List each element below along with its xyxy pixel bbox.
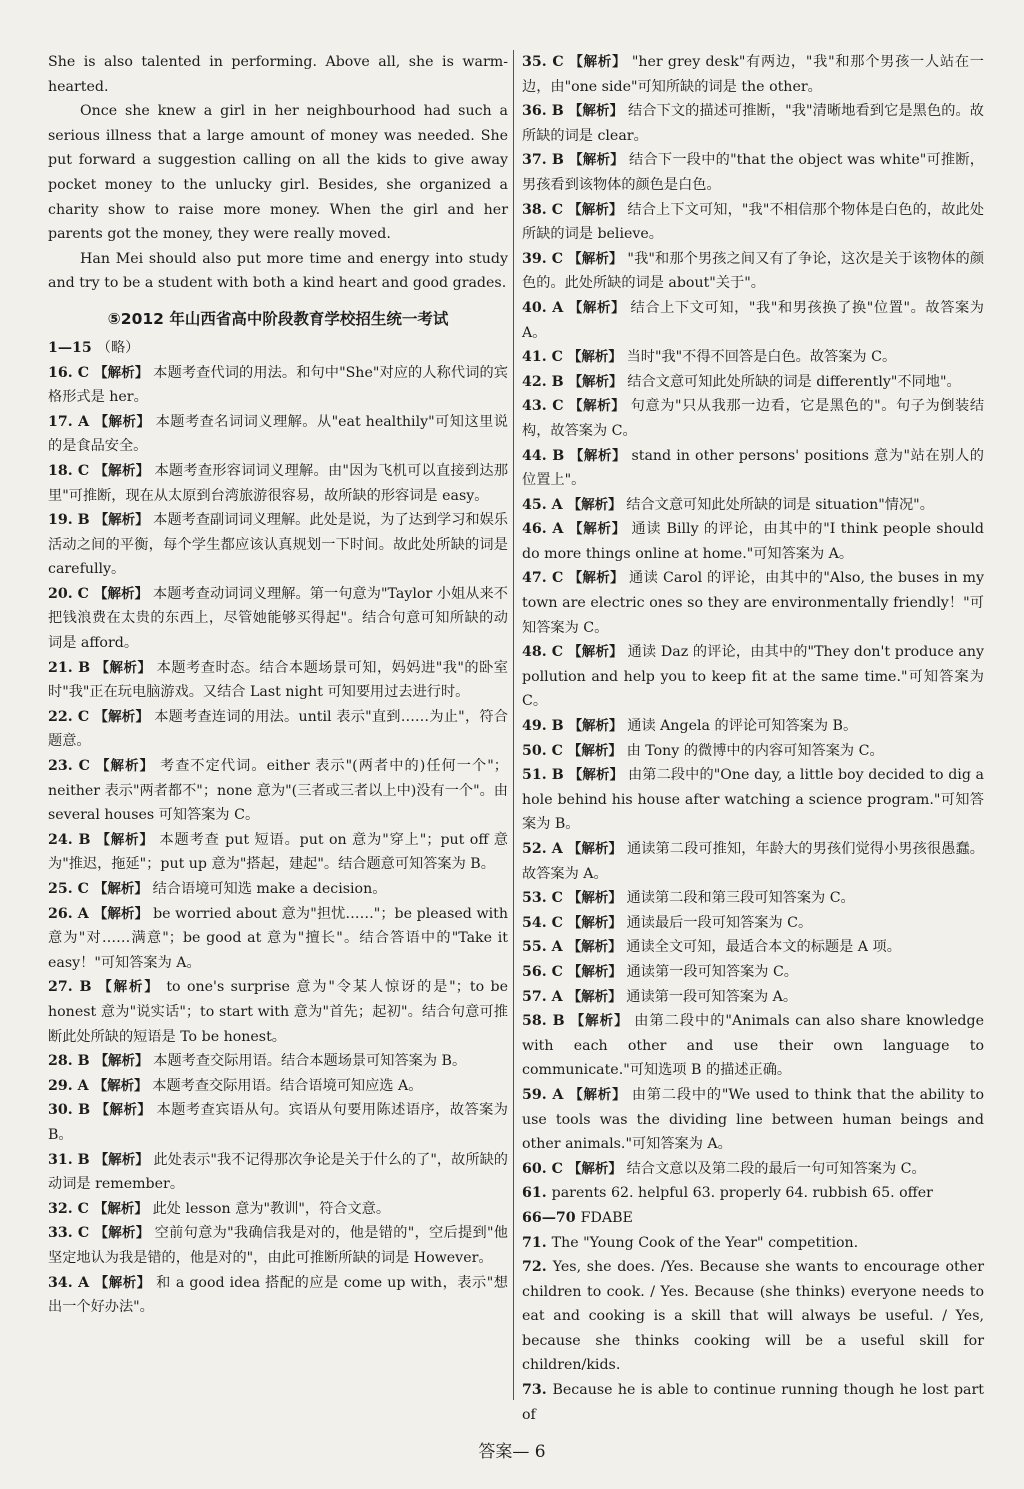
answer-entry <box>48 361 508 410</box>
answer-number: 55. A <box>522 939 568 956</box>
answer-entry <box>522 640 984 714</box>
answer-entry <box>522 1378 984 1427</box>
essay-paragraph: She is also talented in performing. Above all, she is warm-hearted. <box>48 54 508 95</box>
essay-intro <box>48 50 508 296</box>
answer-number: 22. C <box>48 708 95 725</box>
answer-text: 通读第一段可知答案为 C。 <box>626 963 798 980</box>
answer-number: 39. C <box>522 250 569 267</box>
answer-entry <box>522 935 984 960</box>
answer-entry <box>522 148 984 197</box>
analysis-tag: 【解析】 <box>569 54 632 70</box>
analysis-tag: 【解析】 <box>568 570 630 587</box>
answer-entry <box>522 296 984 345</box>
answer-number: 28. B <box>48 1053 95 1070</box>
analysis-tag: 【解析】 <box>568 103 628 120</box>
analysis-tag: 【解析】 <box>96 831 160 848</box>
analysis-tag: 【解析】 <box>567 742 627 759</box>
answer-entry <box>522 345 984 370</box>
answer-entry <box>522 1206 984 1231</box>
answer-entry <box>522 985 984 1010</box>
answer-text: 通读 Billy 的评论，由其中的"I think people should do more things online at home."可知答案为 A。 <box>522 521 984 562</box>
analysis-tag: 【解析】 <box>569 398 631 415</box>
page-footer: 答案— 6 <box>478 1442 546 1462</box>
answer-entry <box>522 370 984 395</box>
answer-number: 60. C <box>522 1160 568 1177</box>
analysis-tag: 【解析】 <box>569 521 632 538</box>
answer-number: 33. C <box>48 1225 95 1242</box>
analysis-tag: 【解析】 <box>568 644 628 661</box>
answer-text: 结合上下文可知，"我"不相信那个物体是白色的，故此处所缺的词是 believe。 <box>522 201 985 243</box>
analysis-tag: 【解析】 <box>568 299 631 316</box>
answer-entry <box>522 50 984 99</box>
analysis-tag: 【解析】 <box>567 988 627 1005</box>
answer-text: 通读第二段和第三段可知答案为 C。 <box>626 890 855 907</box>
analysis-tag: 【解析】 <box>567 963 627 980</box>
answer-entry <box>522 714 984 739</box>
answer-entry <box>522 1231 984 1256</box>
answer-number: 32. C <box>48 1200 94 1217</box>
analysis-tag: 【解析】 <box>94 413 156 430</box>
answer-entry <box>48 1074 508 1099</box>
analysis-tag: 【解析】 <box>95 758 160 775</box>
answer-number: 47. C <box>522 570 569 587</box>
answer-text: "her grey desk"有两边，"我"和那个男孩一人站在一边，由"one side"可知所缺的词是 the other。 <box>522 54 984 95</box>
analysis-tag: 【解析】 <box>567 349 627 366</box>
answer-number: 57. A <box>522 988 568 1005</box>
answer-text: 本题考查代词的用法。和句中"She"对应的人称代词的宾格形式是 her。 <box>48 364 508 406</box>
answer-entry <box>48 705 508 754</box>
analysis-tag: 【解析】 <box>569 152 630 169</box>
answer-entry <box>522 1181 984 1206</box>
answer-number: 50. C <box>522 742 568 759</box>
answer-entry <box>48 1098 508 1147</box>
essay-paragraph: Han Mei should also put more time and energy into study and try to be a student with both a kind heart and good grades. <box>48 250 508 292</box>
analysis-tag: 【解析】 <box>567 890 627 907</box>
answer-number: 45. A <box>522 496 568 513</box>
analysis-tag: 【解析】 <box>93 881 153 897</box>
answer-number: 30. B <box>48 1102 96 1119</box>
answer-text: （略） <box>96 339 140 356</box>
answer-number: 42. B <box>522 373 569 390</box>
answer-entry <box>522 247 984 296</box>
analysis-tag: 【解析】 <box>569 1086 632 1103</box>
essay-paragraph: Once she knew a girl in her neighbourhood had such a serious illness that a large amount of money was needed. She put forward a suggestion calling on all the kids to give away pocket money to the unlucky girl. Besides, she organized a charity show to raise more money. When the girl and her parents got the money, they were really moved. <box>48 103 508 243</box>
analysis-tag: 【解析】 <box>568 718 628 735</box>
answer-text: 本题考查交际用语。结合语境可知应选 A。 <box>152 1077 423 1094</box>
answer-text: 本题考查形容词词义理解。由"因为飞机可以直接到达那里"可推断，现在从太原到台湾旅游很容易，故所缺的形容词是 easy。 <box>48 462 509 504</box>
answer-text: 和 a good idea 搭配的应是 come up with，表示"想出一个好办法"。 <box>48 1274 508 1316</box>
column-divider <box>513 50 514 1400</box>
answer-text: 由第二段中的"Animals can also share knowledge with each other and use their own language to communicate."可知选项 B 的描述正确。 <box>522 1013 984 1079</box>
answer-text: FDABE <box>580 1209 633 1226</box>
answer-text: 本题考查连词的用法。until 表示"直到……为止"，符合题意。 <box>48 708 508 750</box>
answer-number: 17. A <box>48 413 95 430</box>
answer-number: 29. A <box>48 1077 94 1094</box>
answer-number: 40. A <box>522 299 569 316</box>
answer-text: stand in other persons' positions 意为"站在别人的位置上"。 <box>522 447 984 489</box>
answer-text: 通读全文可知，最适合本文的标题是 A 项。 <box>626 939 901 956</box>
answer-entry <box>48 410 508 459</box>
answer-text: 通读第一段可知答案为 A。 <box>626 988 798 1005</box>
answer-entry <box>522 911 984 936</box>
analysis-tag: 【解析】 <box>94 364 154 381</box>
answer-text: 结合上下文可知，"我"和男孩换了换"位置"。故答案为 A。 <box>522 299 984 341</box>
answer-text: 通读第二段可推知，年龄大的男孩们觉得小男孩很愚蠢。故答案为 A。 <box>522 841 984 882</box>
answer-text: 结合文意可知此处所缺的词是 differently"不同地"。 <box>627 373 961 390</box>
answer-entry <box>522 99 984 148</box>
answer-entry <box>522 1255 984 1378</box>
answer-entry <box>522 566 984 640</box>
answer-entry <box>522 739 984 764</box>
analysis-tag: 【解析】 <box>93 1077 153 1094</box>
answer-number: 21. B <box>48 659 96 676</box>
answer-number: 43. C <box>522 398 570 415</box>
analysis-tag: 【解析】 <box>93 905 154 922</box>
answer-number: 1—15 <box>48 339 97 356</box>
answer-entry <box>48 1271 508 1320</box>
analysis-tag: 【解析】 <box>94 1151 154 1168</box>
analysis-tag: 【解析】 <box>569 447 632 464</box>
answer-text: 由第二段中的"We used to think that the ability to use tools was the dividing line between human beings and other animals."可知答案为 A。 <box>522 1086 985 1153</box>
answer-text: 通读 Angela 的评论可知答案为 B。 <box>627 718 858 735</box>
answer-text: 通读 Daz 的评论，由其中的"They don't produce any pollution and help you to keep fit at the same time."可知答案为 C。 <box>522 644 984 710</box>
section-title: ⑤2012 年山西省高中阶段教育学校招生统一考试 <box>107 309 449 328</box>
answer-number: 26. A <box>48 905 94 922</box>
answer-number: 54. C <box>522 914 568 931</box>
answer-number: 52. A <box>522 841 568 857</box>
answer-number: 46. A <box>522 521 570 538</box>
analysis-tag: 【解析】 <box>98 979 167 996</box>
answer-number: 51. B <box>522 767 569 784</box>
analysis-tag: 【解析】 <box>94 1053 154 1070</box>
answer-number: 23. C <box>48 758 96 775</box>
answer-entry <box>522 837 984 886</box>
answer-text: 通读最后一段可知答案为 C。 <box>626 914 813 931</box>
analysis-tag: 【解析】 <box>567 914 627 931</box>
answer-text: 句意为"只从我那一边看，它是黑色的"。句子为倒装结构，故答案为 C。 <box>522 398 985 439</box>
right-answer-list <box>522 50 984 1427</box>
answer-number: 61. <box>522 1185 552 1202</box>
answer-text: The "Young Cook of the Year" competition. <box>551 1234 859 1251</box>
answer-number: 49. B <box>522 718 569 735</box>
answer-text: 由 Tony 的微博中的内容可知答案为 C。 <box>626 742 884 759</box>
answer-number: 72. <box>522 1259 553 1276</box>
answer-entry <box>522 517 984 566</box>
answer-entry <box>522 960 984 985</box>
analysis-tag: 【解析】 <box>93 1200 153 1217</box>
answer-text: 此处表示"我不记得那次争论是关于什么的了"，故所缺的动词是 remember。 <box>48 1151 508 1193</box>
left-answer-list <box>48 336 508 1320</box>
answer-entry <box>48 754 508 828</box>
answer-entry <box>522 394 984 443</box>
answer-text: 通读 Carol 的评论，由其中的"Also, the buses in my town are electric ones so they are environmentally friendly！"可知答案为 C。 <box>522 570 984 636</box>
answer-text: 本题考查副词词义理解。此处是说，为了达到学习和娱乐活动之间的平衡，每个学生都应该认真规划一下时间。故此处所缺的词是 carefully。 <box>48 512 508 578</box>
answer-entry <box>522 198 984 247</box>
answer-text: 结合下一段中的"that the object was white"可推断，男孩看到该物体的颜色是白色。 <box>522 152 984 193</box>
left-column <box>48 50 508 1320</box>
answer-entry <box>48 877 508 902</box>
answer-entry <box>522 444 984 493</box>
analysis-tag: 【解析】 <box>567 841 627 857</box>
answer-text: 本题考查时态。结合本题场景可知，妈妈进"我"的卧室时"我"正在玩电脑游戏。又结合 Last night 可知要用过去进行时。 <box>48 659 508 701</box>
answer-entry <box>522 763 984 837</box>
analysis-tag: 【解析】 <box>568 250 628 267</box>
answer-text: Because he is able to continue running though he lost part of <box>522 1382 984 1423</box>
analysis-tag: 【解析】 <box>567 496 627 513</box>
answer-text: "我"和那个男孩之间又有了争论，这次是关于该物体的颜色的。此处所缺的词是 about"关于"。 <box>522 250 985 292</box>
answer-text: 本题考查名词词义理解。从"eat healthily"可知这里说的是食品安全。 <box>48 413 508 455</box>
analysis-tag: 【解析】 <box>94 708 155 725</box>
answer-number: 48. C <box>522 644 569 661</box>
answer-number: 25. C <box>48 881 94 897</box>
answer-entry <box>48 1148 508 1197</box>
answer-number: 35. C <box>522 54 570 70</box>
answer-entry <box>522 1009 984 1083</box>
answer-entry <box>48 975 508 1049</box>
answer-text: be worried about 意为"担忧……"；be pleased with 意为"对……满意"；be good at 意为"擅长"。结合答语中的"Take it easy！"可知答案为 A。 <box>48 905 508 971</box>
analysis-tag: 【解析】 <box>94 462 155 479</box>
answer-number: 71. <box>522 1234 552 1251</box>
answer-text: 本题考查 put 短语。put on 意为"穿上"；put off 意为"推迟，拖延"；put up 意为"搭起，建起"。结合题意可知答案为 B。 <box>48 831 508 873</box>
analysis-tag: 【解析】 <box>93 585 153 602</box>
analysis-tag: 【解析】 <box>94 1274 157 1291</box>
answer-number: 56. C <box>522 963 568 980</box>
analysis-tag: 【解析】 <box>94 1225 155 1242</box>
answer-text: parents 62. helpful 63. properly 64. rubbish 65. offer <box>551 1185 933 1202</box>
answer-entry <box>48 582 508 656</box>
answer-number: 20. C <box>48 585 94 602</box>
answer-number: 31. B <box>48 1151 95 1168</box>
answer-entry <box>48 1221 508 1270</box>
answer-number: 37. B <box>522 152 570 169</box>
answer-text: 空前句意为"我确信我是对的，他是错的"，空后提到"他坚定地认为我是错的，他是对的"，由此可推断所缺的词是 However。 <box>48 1225 508 1266</box>
answer-entry <box>48 656 508 705</box>
answer-number: 59. A <box>522 1086 570 1103</box>
answer-text: 结合文意以及第二段的最后一句可知答案为 C。 <box>626 1160 926 1177</box>
analysis-tag: 【解析】 <box>568 201 628 218</box>
analysis-tag: 【解析】 <box>570 1013 635 1030</box>
answer-text: to one's surprise 意为"令某人惊讶的是"；to be honest 意为"说实话"；to start with 意为"首先；起初"。结合句意可推断此处所缺的短语是 To be honest。 <box>48 979 509 1045</box>
answer-text: 结合下文的描述可推断，"我"清晰地看到它是黑色的。故所缺的词是 clear。 <box>522 103 984 144</box>
answer-number: 16. C <box>48 364 95 381</box>
answer-text: 由第二段中的"One day, a little boy decided to dig a hole behind his house after watching a science program."可知答案为 B。 <box>522 767 984 833</box>
answer-text: 结合语境可知选 make a decision。 <box>152 881 387 897</box>
analysis-tag: 【解析】 <box>568 767 628 784</box>
answer-text: 此处 lesson 意为"教训"，符合文意。 <box>152 1200 391 1217</box>
answer-number: 27. B <box>48 979 99 996</box>
analysis-tag: 【解析】 <box>95 659 157 676</box>
analysis-tag: 【解析】 <box>95 1102 157 1119</box>
answer-entry <box>48 508 508 582</box>
analysis-tag: 【解析】 <box>94 512 154 529</box>
right-column <box>522 50 984 1427</box>
analysis-tag: 【解析】 <box>567 939 627 956</box>
answer-number: 66—70 <box>522 1209 581 1226</box>
answer-number: 41. C <box>522 349 568 366</box>
answer-entry <box>522 493 984 518</box>
answer-text: 本题考查动词词义理解。第一句意为"Taylor 小姐从来不把钱浪费在太贵的东西上，尽管她能够买得起"。结合句意可知所缺的动词是 afford。 <box>48 585 508 652</box>
answer-entry <box>48 459 508 508</box>
answer-number: 58. B <box>522 1013 571 1030</box>
answer-text: 当时"我"不得不回答是白色。故答案为 C。 <box>626 349 897 366</box>
answer-number: 53. C <box>522 890 568 907</box>
analysis-tag: 【解析】 <box>568 373 628 390</box>
answer-number: 36. B <box>522 103 569 120</box>
answer-entry <box>48 902 508 976</box>
answer-entry <box>48 1049 508 1074</box>
answer-text: 结合文意可知此处所缺的词是 situation"情况"。 <box>626 496 934 513</box>
answer-number: 19. B <box>48 512 95 529</box>
answer-text: 本题考查交际用语。结合本题场景可知答案为 B。 <box>153 1053 467 1070</box>
answer-number: 44. B <box>522 447 570 464</box>
answer-number: 18. C <box>48 462 95 479</box>
answer-entry <box>48 1197 508 1222</box>
answer-entry <box>522 1157 984 1182</box>
analysis-tag: 【解析】 <box>567 1160 627 1177</box>
answer-number: 34. A <box>48 1274 95 1291</box>
answer-entry <box>522 886 984 911</box>
answer-entry <box>522 1083 984 1157</box>
answer-text: 考查不定代词。either 表示"(两者中的)任何一个"；neither 表示"两者都不"；none 意为"(三者或三者以上中)没有一个"。由 several houses 可知答案为 C。 <box>48 758 508 824</box>
answer-number: 38. C <box>522 201 569 218</box>
answer-text: 本题考查宾语从句。宾语从句要用陈述语序，故答案为 B。 <box>48 1102 508 1143</box>
answer-entry <box>48 336 508 361</box>
answer-number: 24. B <box>48 831 97 848</box>
answer-entry <box>48 828 508 877</box>
answer-text: Yes, she does. /Yes. Because she wants to encourage other children to cook. / Yes. Because (she thinks) everyone needs to eat and cooking is a skill that will always be useful. / Yes, because she thinks cooking will be a useful skill for children/kids. <box>522 1259 985 1374</box>
answer-number: 73. <box>522 1382 553 1399</box>
